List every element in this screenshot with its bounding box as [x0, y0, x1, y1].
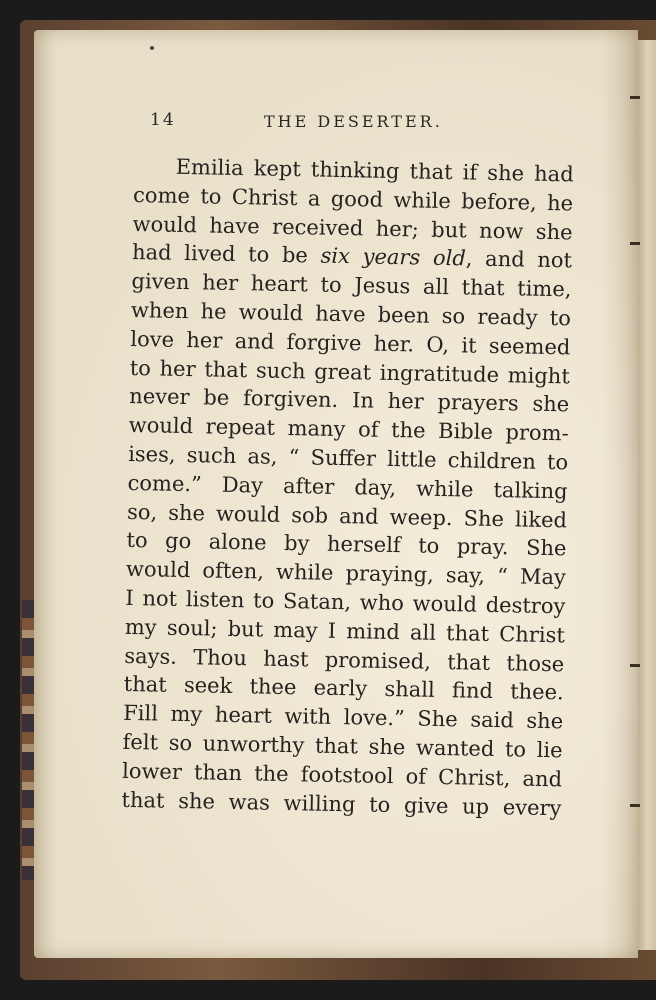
- italic-text-run: six years old: [320, 243, 467, 271]
- text-line: come to Christ a good while before, he: [132, 182, 574, 216]
- text-line: would repeat many of the Bible prom-: [128, 413, 569, 446]
- text-line: I not listen to Satan, who would destroy: [125, 585, 566, 619]
- running-title: THE DESERTER.: [264, 112, 443, 131]
- text-line: lower than the footstool of Christ, and: [121, 758, 563, 792]
- text-line: would have received her; but now she: [132, 211, 573, 245]
- text-line: that seek thee early shall find thee.: [123, 672, 564, 705]
- text-line: so, she would sob and weep. She liked: [126, 499, 568, 532]
- text-line: ises, such as, “ Suffer little children to: [127, 441, 569, 475]
- text-line: when he would have been so ready to: [130, 297, 572, 331]
- text-line: that she was willing to give up every: [121, 787, 562, 820]
- page-number: 14: [150, 110, 176, 130]
- text-line: would often, while praying, say, “ May: [125, 557, 567, 590]
- text-run: , and not: [465, 246, 573, 273]
- text-line: to her that such great ingratitude might: [129, 355, 571, 388]
- text-line: to go alone by herself to pray. She: [126, 528, 567, 561]
- text-run: had lived to be: [131, 240, 321, 268]
- page-header: [150, 110, 570, 140]
- text-line: given her heart to Jesus all that time,: [131, 269, 572, 302]
- text-line: felt so unworthy that she wanted to lie: [122, 729, 563, 763]
- text-line: come.” Day after day, while talking: [127, 470, 568, 504]
- text-line: Emilia kept thinking that if she had: [175, 154, 574, 187]
- text-line: Fill my heart with love.” She said she: [122, 701, 564, 734]
- body-text: [121, 152, 574, 823]
- binding-stitch: [630, 96, 640, 99]
- text-line: says. Thou hast promised, that those: [124, 643, 565, 676]
- text-line: my soul; but may I mind all that Christ: [124, 614, 566, 648]
- binding-stitch: [630, 804, 640, 807]
- facing-page-edge: [638, 40, 656, 950]
- text-line: never be forgiven. In her prayers she: [129, 384, 570, 417]
- binding-stitch: [630, 664, 640, 667]
- page-speck: [150, 46, 154, 50]
- binding-stitch: [630, 242, 640, 245]
- text-line: love her and forgive her. O, it seemed: [130, 326, 571, 360]
